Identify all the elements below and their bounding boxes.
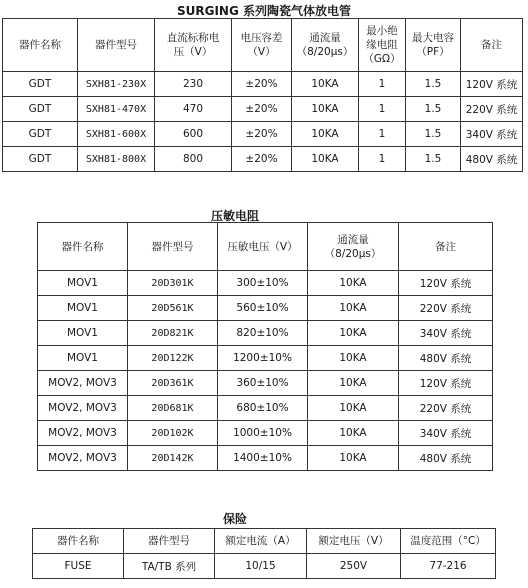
table-row bbox=[38, 446, 493, 471]
table-row bbox=[3, 72, 523, 97]
table-cell: 20D122K bbox=[128, 346, 218, 371]
column-header-text: 备注 bbox=[481, 39, 502, 51]
table-cell: MOV1 bbox=[38, 271, 128, 296]
table-cell: 470 bbox=[155, 97, 232, 122]
column-header bbox=[124, 529, 215, 554]
column-header-text: 电压容差 bbox=[240, 32, 283, 44]
column-header-text: （V） bbox=[247, 46, 276, 58]
column-header-text: 器件名称 bbox=[61, 240, 104, 253]
column-header-text: 额定电压（V） bbox=[318, 535, 389, 547]
table-cell: 1.5 bbox=[406, 122, 461, 147]
table-cell: MOV2, MOV3 bbox=[38, 396, 128, 421]
table-cell: 10KA bbox=[308, 321, 399, 346]
table-cell: GDT bbox=[3, 147, 78, 172]
table-cell: 20D301K bbox=[128, 271, 218, 296]
table-cell: ±20% bbox=[232, 147, 292, 172]
table-cell: 340V 系统 bbox=[399, 321, 493, 346]
table-cell: 10KA bbox=[308, 396, 399, 421]
table-cell: 120V 系统 bbox=[399, 271, 493, 296]
table-cell: 10KA bbox=[308, 446, 399, 471]
table-cell: MOV1 bbox=[38, 321, 128, 346]
table-cell: TA/TB 系列 bbox=[124, 554, 215, 579]
table-cell: 800 bbox=[155, 147, 232, 172]
table-row bbox=[38, 321, 493, 346]
table-cell: 220V 系统 bbox=[399, 396, 493, 421]
table-cell: 10KA bbox=[308, 371, 399, 396]
column-header-text: 器件型号 bbox=[95, 39, 137, 51]
column-header-text: 温度范围（°C） bbox=[410, 535, 486, 547]
table-row bbox=[3, 122, 523, 147]
table-cell: 120V 系统 bbox=[399, 371, 493, 396]
table-cell: 1 bbox=[359, 97, 406, 122]
table-cell: 10KA bbox=[292, 147, 359, 172]
table-cell: 20D142K bbox=[128, 446, 218, 471]
table-cell: ±20% bbox=[232, 97, 292, 122]
table-cell: MOV2, MOV3 bbox=[38, 371, 128, 396]
table-cell: 10KA bbox=[292, 72, 359, 97]
table-cell: 480V 系统 bbox=[399, 346, 493, 371]
column-header-text: 备注 bbox=[435, 240, 456, 253]
table-cell: 1400±10% bbox=[218, 446, 308, 471]
column-header-text: 额定电流（A） bbox=[225, 535, 296, 547]
table-row bbox=[38, 371, 493, 396]
column-header bbox=[218, 223, 308, 271]
table-cell: 1.5 bbox=[406, 72, 461, 97]
table-cell: 10KA bbox=[308, 296, 399, 321]
gdt-table bbox=[2, 18, 523, 172]
table-cell: GDT bbox=[3, 72, 78, 97]
table-row bbox=[3, 97, 523, 122]
table-row bbox=[38, 271, 493, 296]
table-cell: MOV2, MOV3 bbox=[38, 421, 128, 446]
table-cell: 1000±10% bbox=[218, 421, 308, 446]
table-cell: 600 bbox=[155, 122, 232, 147]
table-cell: MOV1 bbox=[38, 346, 128, 371]
table-cell: SXH81-800X bbox=[78, 147, 155, 172]
table-cell: 20D102K bbox=[128, 421, 218, 446]
column-header-text: 缘电阻 bbox=[366, 39, 398, 51]
table-row bbox=[33, 554, 496, 579]
column-header-text: （PF） bbox=[416, 46, 450, 58]
column-header bbox=[461, 19, 523, 72]
table-row bbox=[38, 421, 493, 446]
fuse-table bbox=[32, 528, 496, 579]
table-cell: GDT bbox=[3, 97, 78, 122]
table-cell: SXH81-230X bbox=[78, 72, 155, 97]
column-header bbox=[38, 223, 128, 271]
table-cell: 20D821K bbox=[128, 321, 218, 346]
column-header bbox=[232, 19, 292, 72]
table-cell: 250V bbox=[307, 554, 401, 579]
table-cell: MOV2, MOV3 bbox=[38, 446, 128, 471]
table-cell: ±20% bbox=[232, 122, 292, 147]
table-cell: 1 bbox=[359, 122, 406, 147]
table-cell: 340V 系统 bbox=[399, 421, 493, 446]
table-cell: 20D681K bbox=[128, 396, 218, 421]
table-cell: 230 bbox=[155, 72, 232, 97]
column-header bbox=[308, 223, 399, 271]
table-cell: 10KA bbox=[292, 97, 359, 122]
table-row bbox=[38, 396, 493, 421]
column-header-text: 通流量 bbox=[309, 32, 341, 44]
column-header bbox=[406, 19, 461, 72]
table-cell: 20D361K bbox=[128, 371, 218, 396]
table-cell: 480V 系统 bbox=[461, 147, 523, 172]
column-header bbox=[307, 529, 401, 554]
column-header-text: 器件型号 bbox=[148, 535, 190, 547]
table-cell: 560±10% bbox=[218, 296, 308, 321]
column-header-text: 器件型号 bbox=[151, 240, 194, 253]
table-cell: 340V 系统 bbox=[461, 122, 523, 147]
column-header-text: 器件名称 bbox=[19, 39, 61, 51]
column-header-text: 通流量 bbox=[337, 233, 369, 246]
table-cell: 1 bbox=[359, 72, 406, 97]
table-cell: SXH81-470X bbox=[78, 97, 155, 122]
table-cell: GDT bbox=[3, 122, 78, 147]
table-cell: 1.5 bbox=[406, 147, 461, 172]
table-cell: 20D561K bbox=[128, 296, 218, 321]
table-cell: 820±10% bbox=[218, 321, 308, 346]
table-cell: 10/15 bbox=[215, 554, 307, 579]
table-cell: 220V 系统 bbox=[399, 296, 493, 321]
column-header-text: 压敏电压（V） bbox=[227, 240, 298, 253]
table-cell: 10KA bbox=[308, 421, 399, 446]
gdt-section-title: SURGING 系列陶瓷气体放电管 bbox=[176, 4, 351, 18]
column-header bbox=[155, 19, 232, 72]
header-row bbox=[38, 223, 493, 271]
table-cell: 120V 系统 bbox=[461, 72, 523, 97]
column-header bbox=[215, 529, 307, 554]
table-cell: 680±10% bbox=[218, 396, 308, 421]
column-header bbox=[292, 19, 359, 72]
column-header bbox=[78, 19, 155, 72]
table-cell: 77-216 bbox=[401, 554, 496, 579]
mov-section-title: 压敏电阻 bbox=[210, 209, 259, 223]
column-header bbox=[3, 19, 78, 72]
column-header bbox=[359, 19, 406, 72]
column-header-text: 压（V） bbox=[173, 46, 213, 58]
column-header-text: 最小绝 bbox=[366, 25, 398, 37]
table-cell: SXH81-600X bbox=[78, 122, 155, 147]
table-cell: 10KA bbox=[308, 346, 399, 371]
column-header bbox=[33, 529, 124, 554]
column-header-text: （8/20μs） bbox=[296, 46, 354, 58]
table-cell: 1 bbox=[359, 147, 406, 172]
mov-table bbox=[37, 222, 493, 471]
column-header-text: 最大电容 bbox=[412, 32, 454, 44]
table-cell: 220V 系统 bbox=[461, 97, 523, 122]
column-header bbox=[128, 223, 218, 271]
column-header bbox=[399, 223, 493, 271]
fuse-section-title: 保险 bbox=[222, 512, 247, 526]
table-cell: 10KA bbox=[292, 122, 359, 147]
header-row bbox=[33, 529, 496, 554]
header-row bbox=[3, 19, 523, 72]
table-cell: MOV1 bbox=[38, 296, 128, 321]
table-cell: 300±10% bbox=[218, 271, 308, 296]
table-cell: 1.5 bbox=[406, 97, 461, 122]
column-header-text: 直流标称电 bbox=[166, 32, 220, 44]
table-cell: FUSE bbox=[33, 554, 124, 579]
table-cell: 1200±10% bbox=[218, 346, 308, 371]
table-row bbox=[3, 147, 523, 172]
table-row bbox=[38, 346, 493, 371]
table-cell: ±20% bbox=[232, 72, 292, 97]
column-header-text: （GΩ） bbox=[363, 53, 401, 65]
table-cell: 480V 系统 bbox=[399, 446, 493, 471]
table-cell: 10KA bbox=[308, 271, 399, 296]
column-header-text: （8/20μs） bbox=[324, 247, 382, 260]
column-header bbox=[401, 529, 496, 554]
column-header-text: 器件名称 bbox=[57, 535, 99, 547]
table-row bbox=[38, 296, 493, 321]
table-cell: 360±10% bbox=[218, 371, 308, 396]
